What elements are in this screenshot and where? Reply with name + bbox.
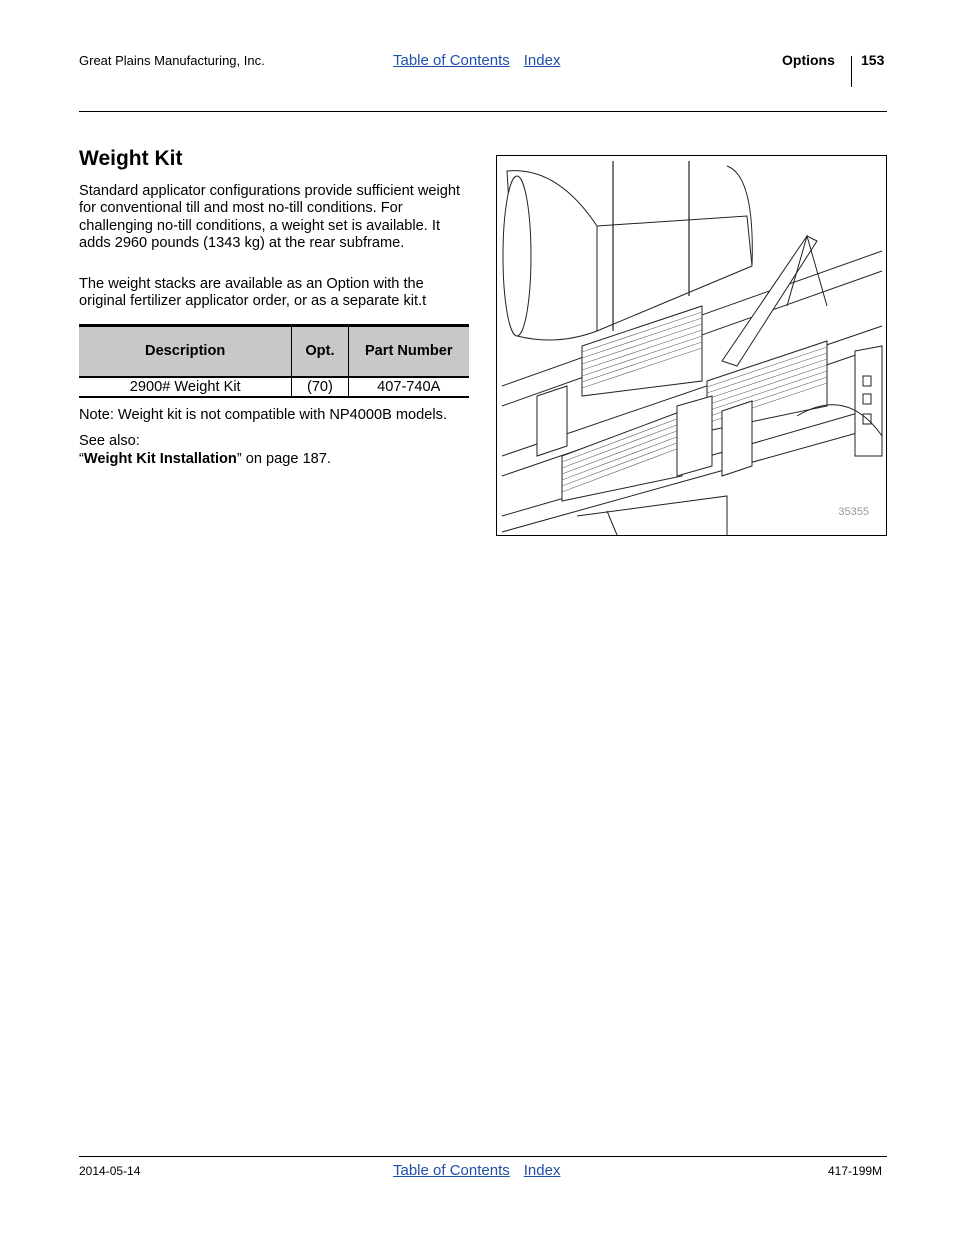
col-header-part-number: Part Number [348, 326, 469, 378]
index-link[interactable]: Index [523, 52, 561, 69]
open-quote: “ [79, 451, 84, 467]
weight-kit-table [79, 324, 469, 398]
see-also-reference [79, 450, 331, 468]
index-link[interactable]: Index [523, 1162, 561, 1179]
intro-paragraph: Standard applicator configurations provide sufficient weight for conventional till and most no-till conditions. For challenging no-till conditions, a weight set is available. It adds 2960 pounds (1343 kg) at the rear subframe. [79, 183, 461, 251]
machine-drawing [497, 156, 886, 535]
weight-stack [582, 306, 702, 396]
weight-stack [562, 411, 682, 501]
see-also [79, 432, 331, 468]
see-also-label: See also: [79, 433, 140, 449]
see-also-link[interactable]: Weight Kit Installation [83, 451, 237, 467]
table-of-contents-link[interactable]: Table of Contents [393, 1162, 510, 1179]
compatibility-note: Note: Weight kit is not compatible with NP4000B models. [79, 407, 447, 423]
col-header-opt: Opt. [292, 326, 348, 378]
page-title: Weight Kit [79, 147, 183, 170]
weight-kit-illustration [496, 155, 887, 536]
header-nav [393, 52, 574, 69]
company-name: Great Plains Manufacturing, Inc. [79, 53, 265, 68]
footer-rule [79, 1156, 887, 1157]
figure-number: 35355 [838, 506, 869, 518]
availability-paragraph: The weight stacks are available as an Option with the original fertilizer applicator order, or as a separate kit.t [79, 276, 427, 310]
table-row [79, 377, 469, 397]
page-number: 153 [861, 52, 885, 68]
col-header-description: Description [79, 326, 292, 378]
cell-part-number: 407-740A [348, 377, 469, 397]
table-header-row [79, 326, 469, 378]
cell-opt: (70) [292, 377, 348, 397]
header-divider [851, 56, 852, 87]
header-rule [79, 111, 887, 112]
publication-date: 2014-05-14 [79, 1164, 141, 1178]
footer-nav [393, 1162, 574, 1179]
table-of-contents-link[interactable]: Table of Contents [393, 52, 510, 69]
see-also-suffix: ” on page 187. [236, 451, 331, 467]
cell-description: 2900# Weight Kit [79, 377, 292, 397]
document-number: 417-199M [828, 1164, 883, 1178]
section-name: Options [782, 52, 835, 68]
